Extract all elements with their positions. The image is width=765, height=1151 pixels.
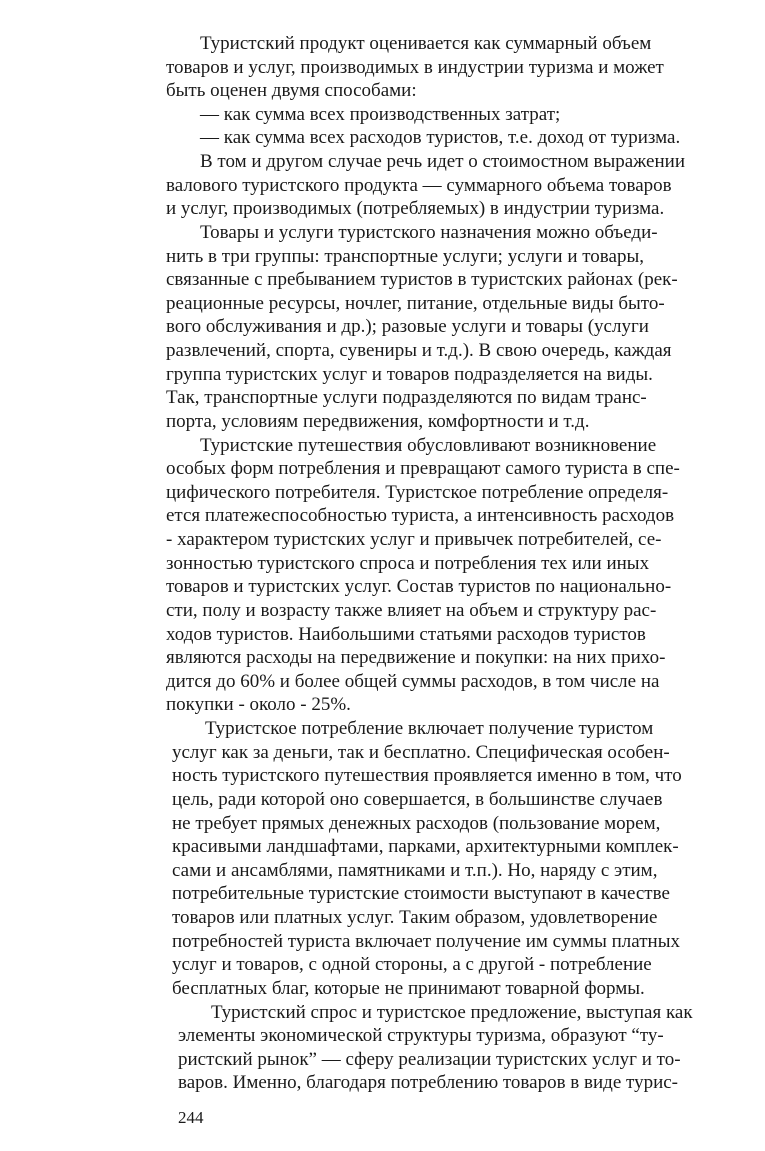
text-line: являются расходы на передвижение и покупки: на них прихо-	[166, 647, 666, 668]
text-line: быть оценен двумя способами:	[166, 80, 417, 101]
text-line: товаров или платных услуг. Таким образом, удовлетворение	[172, 907, 658, 928]
text-line: Туристский спрос и туристское предложение, выступая как	[211, 1002, 693, 1023]
text-line: зонностью туристского спроса и потребления тех или иных	[166, 553, 650, 574]
text-line: Туристское потребление включает получение туристом	[205, 718, 654, 739]
text-line: покупки - около - 25%.	[166, 694, 351, 715]
text-line: ходов туристов. Наибольшими статьями расходов туристов	[166, 624, 646, 645]
text-line: реационные ресурсы, ночлег, питание, отдельные виды быто-	[166, 293, 665, 314]
text-line: сти, полу и возрасту также влияет на объем и структуру рас-	[166, 600, 657, 621]
text-line: цель, ради которой оно совершается, в большинстве случаев	[172, 789, 663, 810]
text-line: Туристский продукт оценивается как суммарный объем	[200, 33, 652, 54]
text-line: — как сумма всех расходов туристов, т.е. доход от туризма.	[200, 127, 681, 148]
text-line: товаров и туристских услуг. Состав туристов по национально-	[166, 576, 672, 597]
text-line: потребительные туристские стоимости выступают в качестве	[172, 883, 670, 904]
text-line: ность туристского путешествия проявляется именно в том, что	[172, 765, 682, 786]
text-line: В том и другом случае речь идет о стоимостном выражении	[200, 151, 685, 172]
text-line: варов. Именно, благодаря потреблению товаров в виде турис-	[178, 1072, 679, 1093]
text-line: и услуг, производимых (потребляемых) в индустрии туризма.	[166, 198, 665, 219]
text-line: потребностей туриста включает получение им суммы платных	[172, 931, 680, 952]
page-number: 244	[178, 1108, 204, 1127]
text-line: вого обслуживания и др.); разовые услуги и товары (услуги	[166, 316, 649, 337]
text-line: не требует прямых денежных расходов (пользование морем,	[172, 813, 661, 834]
text-line: Товары и услуги туристского назначения можно объеди-	[200, 222, 658, 243]
text-line: — как сумма всех производственных затрат;	[200, 104, 561, 125]
text-line: Так, транспортные услуги подразделяются по видам транс-	[166, 387, 647, 408]
text-line: связанные с пребыванием туристов в туристских районах (рек-	[166, 269, 678, 290]
text-line: элементы экономической структуры туризма, образуют “ту-	[178, 1025, 664, 1046]
text-line: услуг как за деньги, так и бесплатно. Специфическая особен-	[172, 742, 670, 763]
text-line: товаров и услуг, производимых в индустрии туризма и может	[166, 57, 664, 78]
text-line: порта, условиям передвижения, комфортности и т.д.	[166, 411, 590, 432]
text-line: - характером туристских услуг и привычек потребителей, се-	[166, 529, 662, 550]
text-line: ристский рынок” — сферу реализации туристских услуг и то-	[178, 1049, 681, 1070]
text-line: услуг и товаров, с одной стороны, а с другой - потребление	[172, 954, 652, 975]
text-line: особых форм потребления и превращают самого туриста в спе-	[166, 458, 680, 479]
text-line: цифического потребителя. Туристское потребление определя-	[166, 482, 669, 503]
text-line: развлечений, спорта, сувениры и т.д.). В свою очередь, каждая	[166, 340, 672, 361]
text-line: ется платежеспособностью туриста, а интенсивность расходов	[166, 505, 675, 526]
text-line: сами и ансамблями, памятниками и т.п.). Но, наряду с этим,	[172, 860, 658, 881]
text-line: группа туристских услуг и товаров подразделяется на виды.	[166, 364, 653, 385]
text-line: нить в три группы: транспортные услуги; услуги и товары,	[166, 246, 644, 267]
text-line: валового туристского продукта — суммарного объема товаров	[166, 175, 672, 196]
text-line: Туристские путешествия обусловливают возникновение	[200, 435, 657, 456]
text-line: дится до 60% и более общей суммы расходов, в том числе на	[166, 671, 660, 692]
text-line: бесплатных благ, которые не принимают товарной формы.	[172, 978, 645, 999]
text-line: красивыми ландшафтами, парками, архитектурными комплек-	[172, 836, 679, 857]
